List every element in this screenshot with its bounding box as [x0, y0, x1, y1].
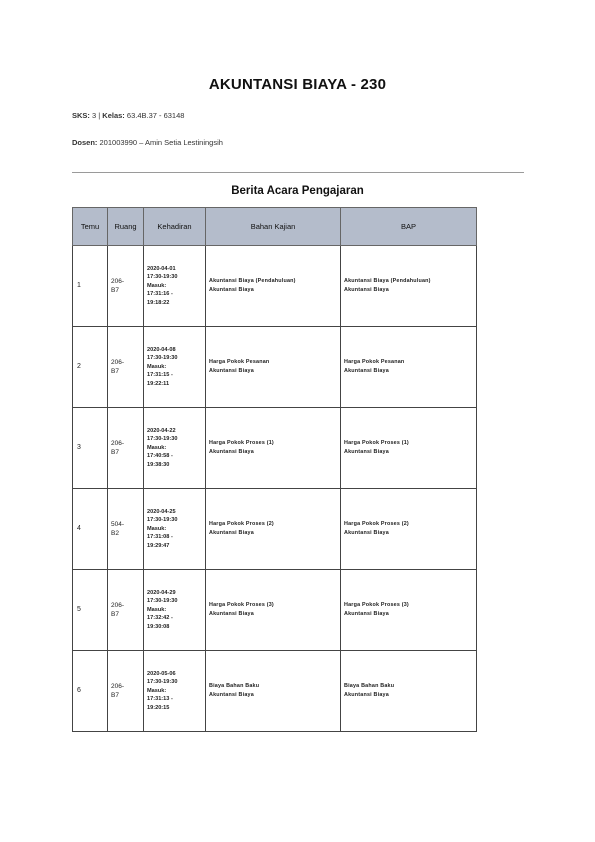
bahan-line: Harga Pokok Pesanan [209, 359, 270, 366]
teaching-record-table [72, 207, 477, 732]
cell-bap [341, 489, 477, 570]
cell-temu: 6 [73, 651, 108, 732]
kehadiran-line: Masuk: [147, 606, 167, 613]
kehadiran-line: 2020-04-08 [147, 346, 176, 353]
kehadiran-line: Masuk: [147, 687, 167, 694]
bap-line: Harga Pokok Proses (3) [344, 602, 409, 609]
cell-kehadiran [144, 570, 206, 651]
header-ruang: Ruang [108, 208, 144, 246]
kehadiran-line: 17:40:58 - [147, 453, 173, 460]
kehadiran-line: 2020-04-29 [147, 589, 176, 596]
bap-line: Harga Pokok Pesanan [344, 359, 405, 366]
sks-label: SKS: [72, 111, 90, 120]
bap-line: Harga Pokok Proses (2) [344, 521, 409, 528]
cell-bap [341, 408, 477, 489]
cell-kehadiran [144, 651, 206, 732]
cell-ruang [108, 651, 144, 732]
ruang-line: 206- [111, 683, 125, 690]
bap-line: Akuntansi Biaya (Pendahuluan) [344, 278, 431, 285]
table-row [73, 651, 477, 732]
cell-bahan-kajian [206, 651, 341, 732]
bap-line: Harga Pokok Proses (1) [344, 440, 409, 447]
bap-line: Akuntansi Biaya [344, 368, 389, 374]
bahan-line: Harga Pokok Proses (3) [209, 602, 274, 609]
ruang-line: B7 [111, 692, 119, 699]
bap-line: Akuntansi Biaya [344, 611, 389, 617]
cell-temu: 5 [73, 570, 108, 651]
kehadiran-line: Masuk: [147, 444, 167, 451]
bahan-line: Akuntansi Biaya [209, 287, 254, 293]
cell-kehadiran [144, 489, 206, 570]
kehadiran-line: 17:31:15 - [147, 372, 173, 379]
table-row [73, 246, 477, 327]
cell-bahan-kajian [206, 246, 341, 327]
kelas-value: 63.4B.37 - 63148 [124, 111, 185, 120]
bahan-line: Akuntansi Biaya (Pendahuluan) [209, 278, 296, 285]
kehadiran-line: Masuk: [147, 363, 167, 370]
kehadiran-line: 17:31:16 - [147, 291, 173, 298]
ruang-line: 206- [111, 602, 125, 609]
kehadiran-line: 19:18:22 [147, 299, 170, 306]
bahan-line: Akuntansi Biaya [209, 611, 254, 617]
ruang-line: 206- [111, 278, 125, 285]
kehadiran-line: 2020-04-22 [147, 427, 176, 434]
cell-temu: 1 [73, 246, 108, 327]
cell-temu: 2 [73, 327, 108, 408]
ruang-line: 206- [111, 440, 125, 447]
cell-bahan-kajian [206, 489, 341, 570]
bahan-line: Harga Pokok Proses (2) [209, 521, 274, 528]
bahan-line: Akuntansi Biaya [209, 368, 254, 374]
lecturer-info-line [72, 138, 223, 147]
kehadiran-line: 17:30-19:30 [147, 274, 178, 281]
kehadiran-line: 17:31:08 - [147, 534, 173, 541]
ruang-line: B7 [111, 611, 119, 618]
kehadiran-line: 17:31:13 - [147, 696, 173, 703]
ruang-line: 206- [111, 359, 125, 366]
cell-kehadiran [144, 408, 206, 489]
ruang-line: B2 [111, 530, 119, 537]
section-title: Berita Acara Pengajaran [231, 185, 364, 197]
sks-value: 3 | [89, 111, 103, 120]
table-row [73, 408, 477, 489]
header-bap: BAP [341, 208, 477, 246]
ruang-line: 504- [111, 521, 125, 528]
table-header-row [73, 208, 477, 246]
cell-bahan-kajian [206, 327, 341, 408]
bahan-line: Akuntansi Biaya [209, 692, 254, 698]
document-title: AKUNTANSI BIAYA - 230 [208, 76, 387, 93]
course-info-line [72, 111, 184, 120]
ruang-line: B7 [111, 368, 119, 375]
kehadiran-line: 17:32:42 - [147, 615, 173, 622]
dosen-value: 201003990 – Amin Setia Lestiningsih [97, 138, 223, 147]
table-row [73, 570, 477, 651]
bap-line: Akuntansi Biaya [344, 692, 389, 698]
kehadiran-line: Masuk: [147, 282, 167, 289]
bap-line: Akuntansi Biaya [344, 530, 389, 536]
bahan-line: Akuntansi Biaya [209, 530, 254, 536]
kehadiran-line: Masuk: [147, 525, 167, 532]
cell-kehadiran [144, 246, 206, 327]
ruang-line: B7 [111, 449, 119, 456]
cell-bahan-kajian [206, 408, 341, 489]
kehadiran-line: 19:20:15 [147, 704, 170, 711]
header-kehadiran: Kehadiran [144, 208, 206, 246]
kehadiran-line: 17:30-19:30 [147, 598, 178, 605]
kehadiran-line: 17:30-19:30 [147, 679, 178, 686]
kehadiran-line: 2020-04-01 [147, 265, 176, 272]
cell-ruang [108, 489, 144, 570]
ruang-line: B7 [111, 287, 119, 294]
kehadiran-line: 17:30-19:30 [147, 436, 178, 443]
cell-bap [341, 570, 477, 651]
bahan-line: Akuntansi Biaya [209, 449, 254, 455]
bap-line: Akuntansi Biaya [344, 449, 389, 455]
bahan-line: Harga Pokok Proses (1) [209, 440, 274, 447]
bap-line: Biaya Bahan Baku [344, 683, 395, 690]
table-body [73, 246, 477, 732]
table-row [73, 327, 477, 408]
cell-bap [341, 327, 477, 408]
section-divider [72, 172, 524, 173]
cell-bap [341, 246, 477, 327]
cell-ruang [108, 570, 144, 651]
dosen-label: Dosen: [72, 138, 98, 147]
kehadiran-line: 19:29:47 [147, 542, 170, 549]
cell-ruang [108, 327, 144, 408]
cell-bap [341, 651, 477, 732]
header-temu: Temu [73, 208, 108, 246]
cell-kehadiran [144, 327, 206, 408]
bap-line: Akuntansi Biaya [344, 287, 389, 293]
cell-temu: 3 [73, 408, 108, 489]
kelas-label: Kelas: [102, 111, 125, 120]
kehadiran-line: 19:38:30 [147, 461, 170, 468]
kehadiran-line: 2020-05-06 [147, 670, 176, 677]
cell-temu: 4 [73, 489, 108, 570]
kehadiran-line: 17:30-19:30 [147, 355, 178, 362]
bahan-line: Biaya Bahan Baku [209, 683, 260, 690]
cell-ruang [108, 408, 144, 489]
kehadiran-line: 19:30:08 [147, 623, 170, 630]
kehadiran-line: 17:30-19:30 [147, 517, 178, 524]
cell-bahan-kajian [206, 570, 341, 651]
cell-ruang [108, 246, 144, 327]
kehadiran-line: 2020-04-25 [147, 508, 176, 515]
kehadiran-line: 19:22:11 [147, 380, 170, 387]
header-bahan-kajian: Bahan Kajian [206, 208, 341, 246]
table-row [73, 489, 477, 570]
